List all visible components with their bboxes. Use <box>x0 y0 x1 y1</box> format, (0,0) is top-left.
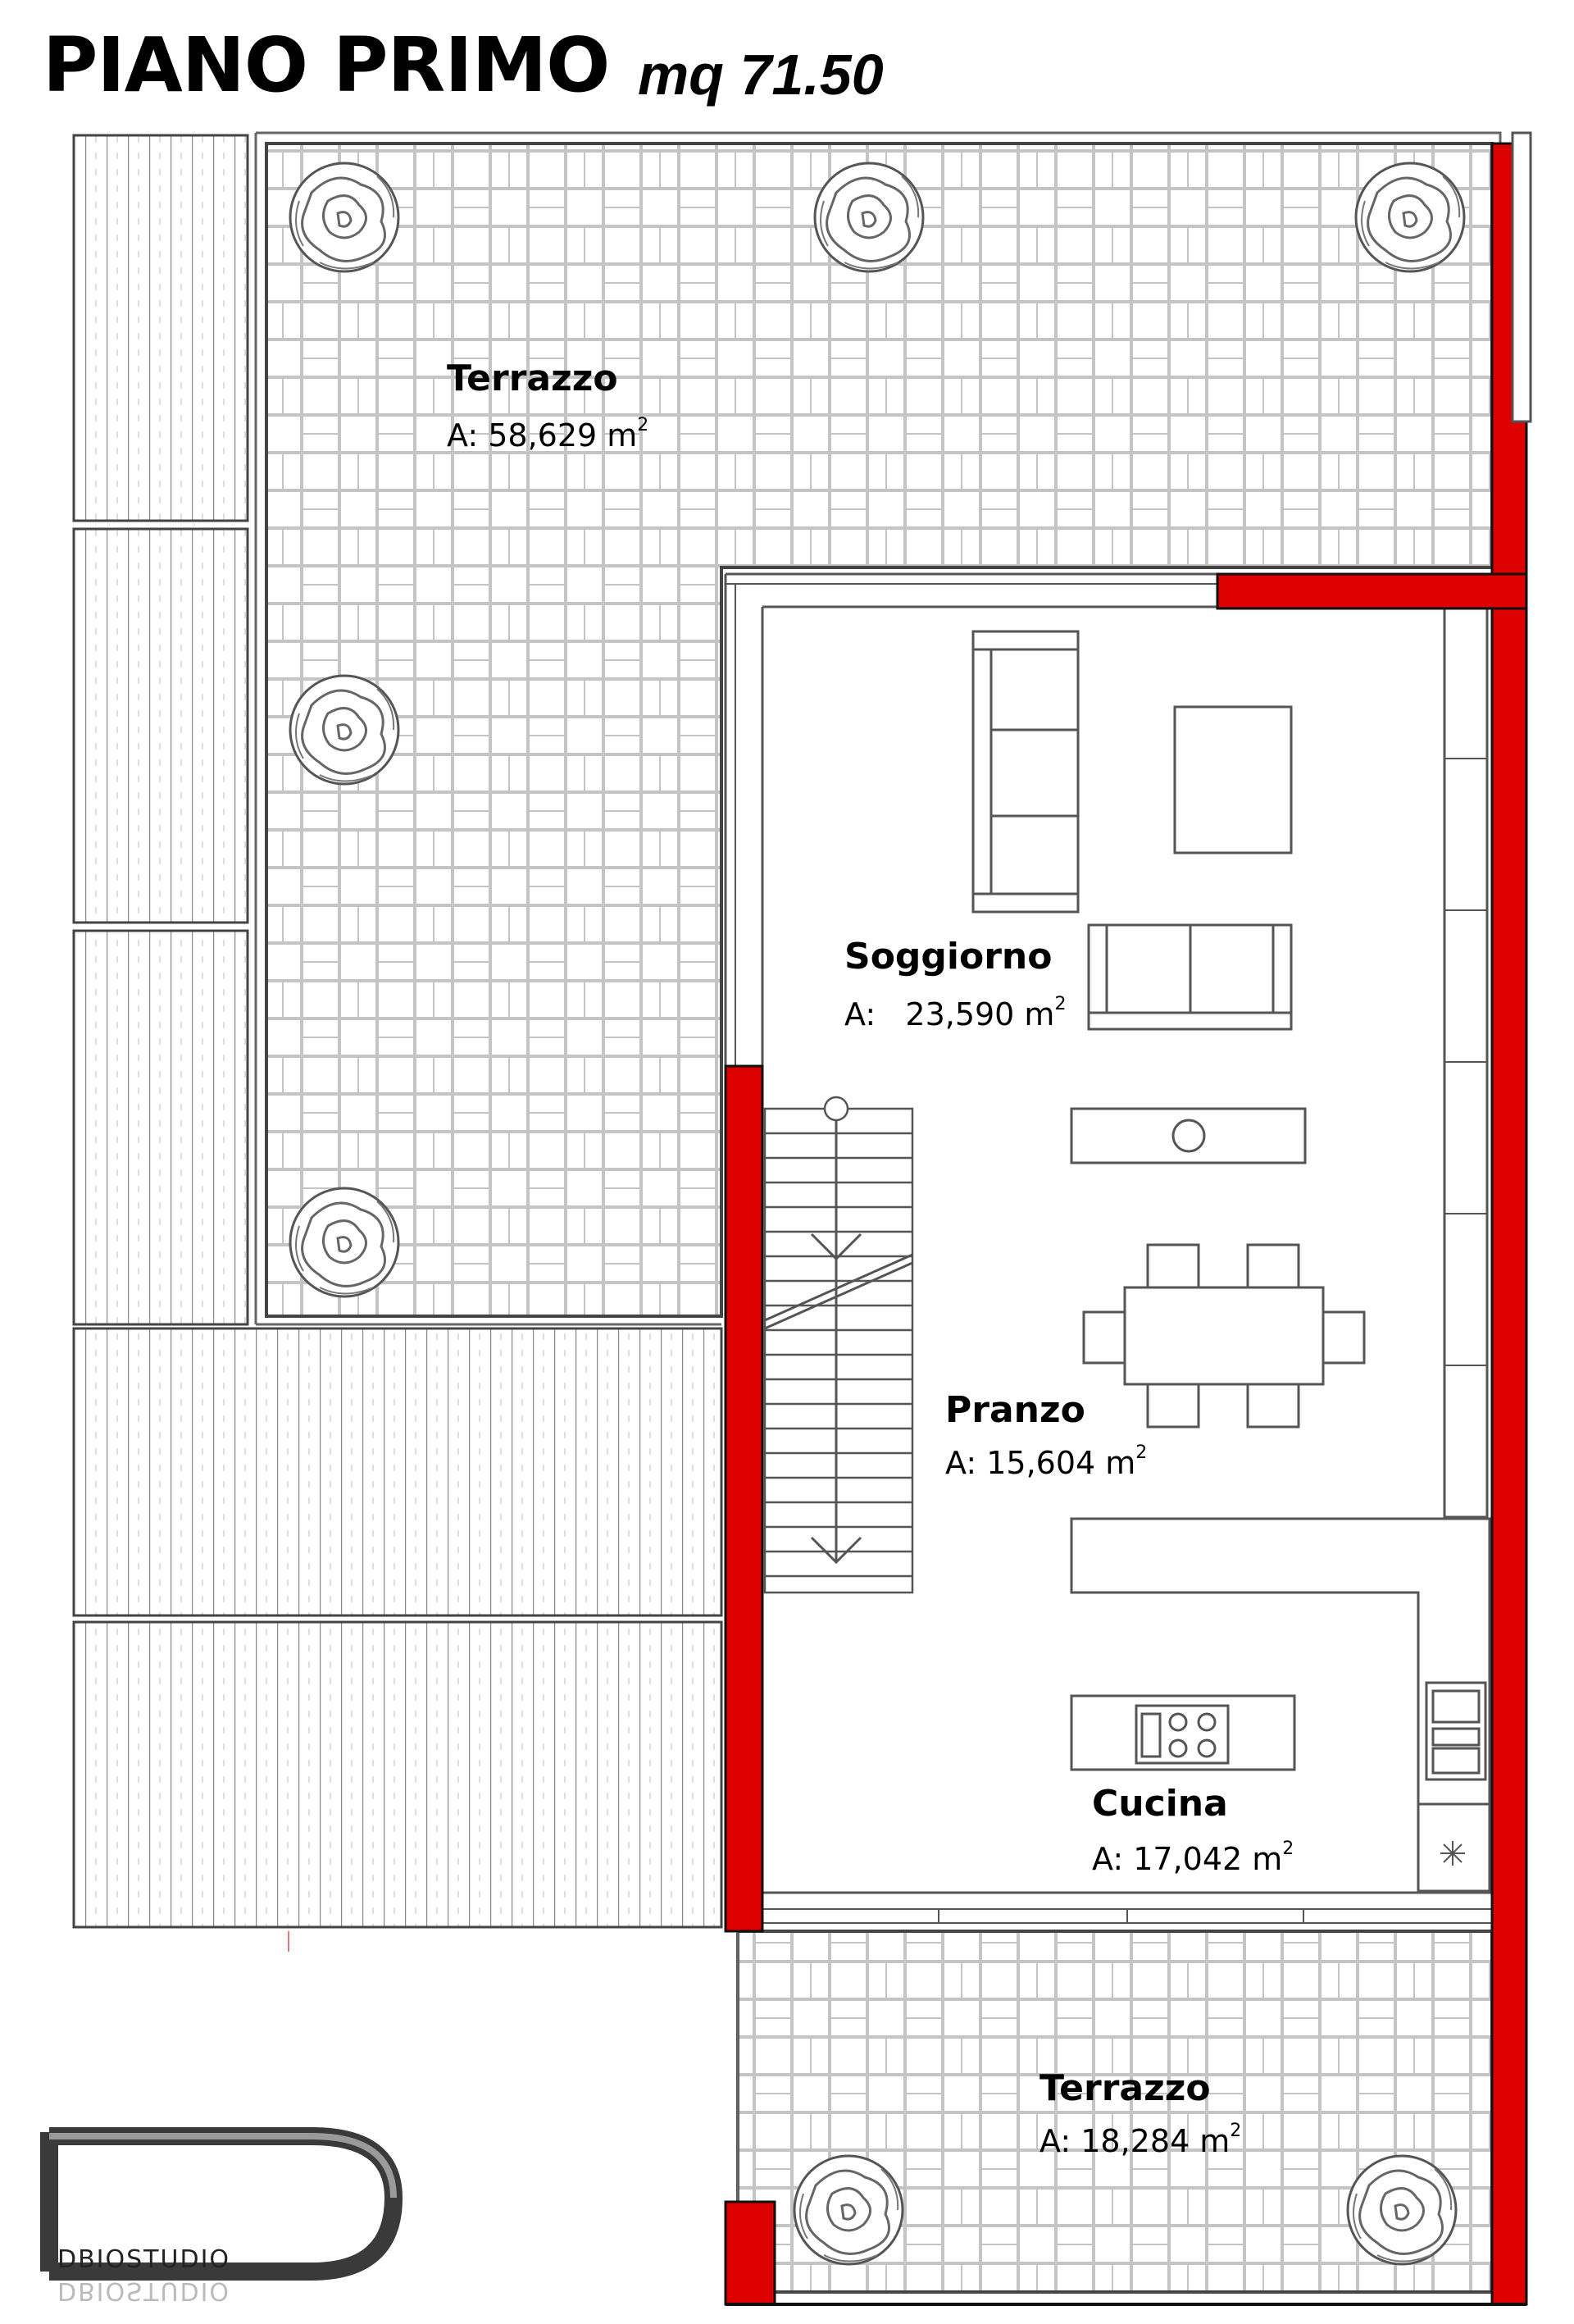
room-area-living: A: 23,590 $m^2$ <box>844 994 1067 1032</box>
room-area-terrace-bottom: A: 18,284 $m^2$ <box>1039 2121 1242 2159</box>
room-area-terrace-top: A: 58,629 $m^2$ <box>447 415 649 453</box>
sofa-vertical <box>973 631 1078 912</box>
deck-lower-1 <box>74 1328 721 1615</box>
tv-unit <box>1071 1109 1305 1163</box>
total-area: mq 71.50 <box>638 43 884 107</box>
deck-left-3 <box>74 931 248 1324</box>
sofa-horizontal <box>1089 925 1291 1029</box>
fan-symbol <box>1440 1841 1465 1866</box>
deck-left-1 <box>74 135 248 521</box>
room-label-terrace-bottom: Terrazzo <box>1039 2067 1211 2109</box>
room-label-living: Soggiorno <box>844 936 1053 977</box>
page-title: PIANO PRIMO <box>43 21 610 109</box>
room-label-dining: Pranzo <box>945 1389 1085 1431</box>
deck-left-2 <box>74 529 248 923</box>
room-area-dining: A: 15,604 $m^2$ <box>945 1442 1148 1481</box>
staircase <box>765 1097 912 1593</box>
deck-lower-2 <box>74 1622 721 1927</box>
room-label-kitchen: Cucina <box>1092 1783 1228 1825</box>
studio-logo-reflection: DBIOSTUDIO <box>57 2276 231 2305</box>
room-label-terrace-top: Terrazzo <box>447 358 618 399</box>
room-area-kitchen: A: 17,042 $m^2$ <box>1092 1839 1294 1877</box>
coffee-table <box>1175 707 1291 853</box>
studio-logo-text: DBIOSTUDIO <box>57 2245 231 2274</box>
